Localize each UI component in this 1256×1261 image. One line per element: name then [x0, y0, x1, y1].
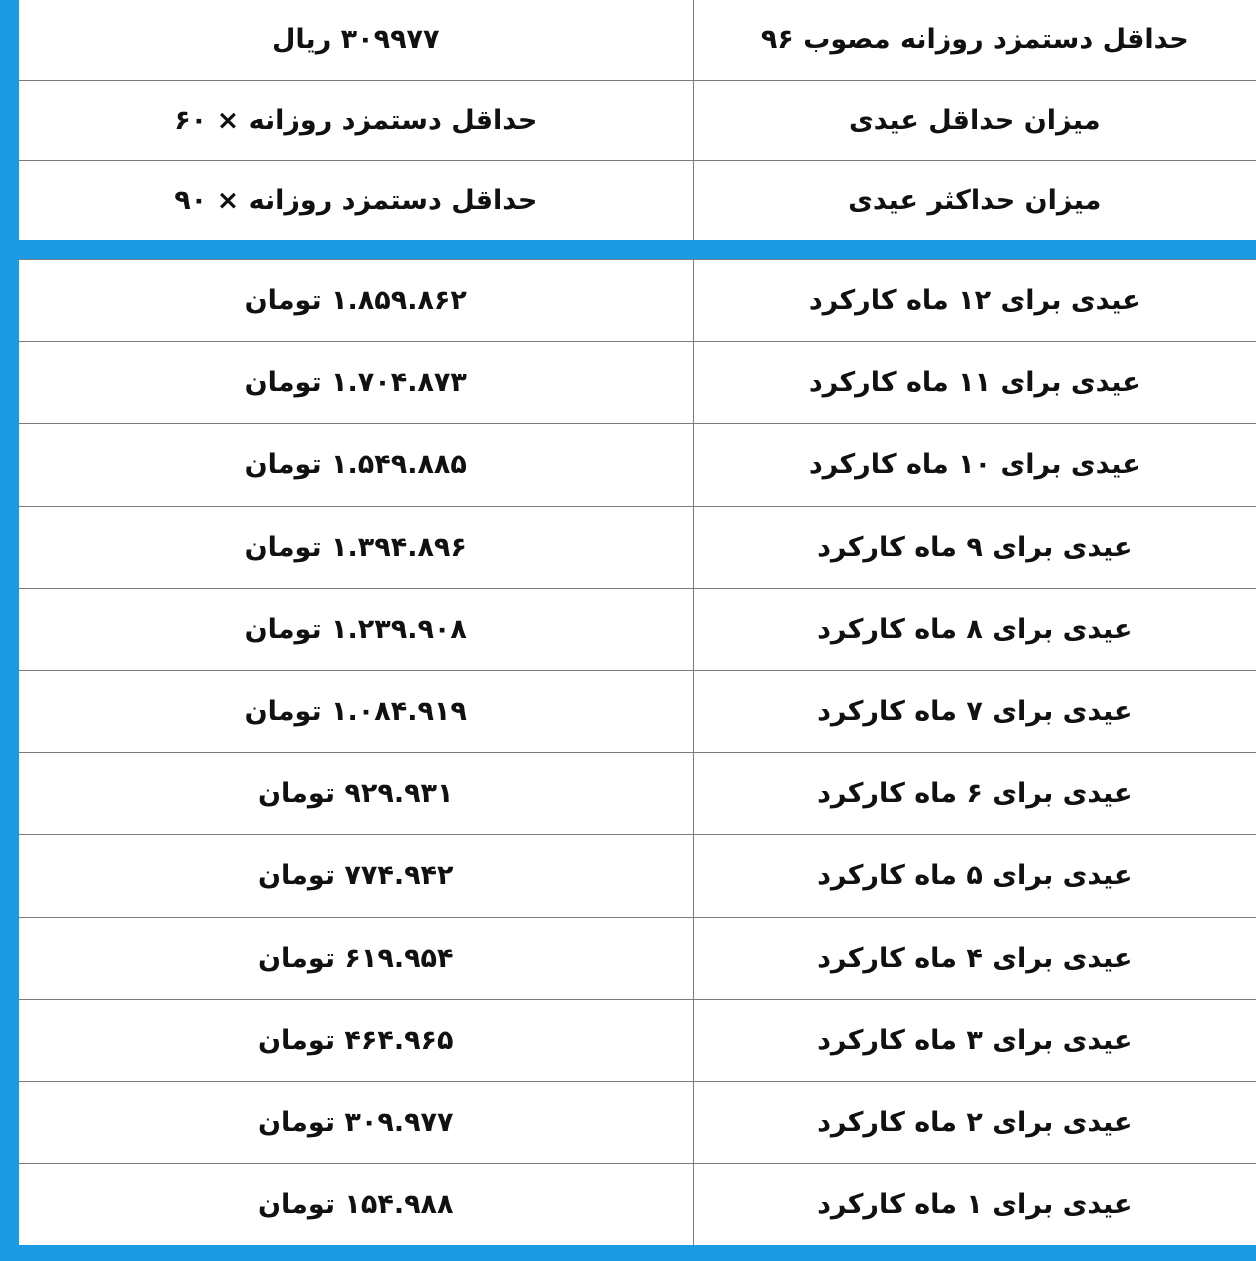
value-cell: [19, 917, 693, 999]
value-cell: [19, 80, 693, 160]
label-cell: [693, 506, 1256, 588]
value-cell: [19, 342, 693, 424]
value-cell: [19, 670, 693, 752]
label-text: عیدی برای ۶ ماه کارکرد: [817, 778, 1133, 810]
value-text: ۳۰۹.۹۷۷ تومان: [258, 1106, 454, 1138]
label-cell: [693, 999, 1256, 1081]
value-cell: [19, 999, 693, 1081]
label-text: عیدی برای ۸ ماه کارکرد: [817, 613, 1133, 645]
value-cell: [19, 835, 693, 917]
label-cell: [693, 1164, 1256, 1246]
value-cell: [19, 160, 693, 240]
value-text: ۱۵۴.۹۸۸ تومان: [258, 1189, 454, 1221]
label-text: عیدی برای ۷ ماه کارکرد: [817, 696, 1133, 728]
label-cell: [693, 835, 1256, 917]
label-cell: [693, 588, 1256, 670]
value-cell: [19, 0, 693, 80]
label-text: عیدی برای ۱ ماه کارکرد: [817, 1189, 1133, 1221]
value-text: حداقل دستمزد روزانه × ۶۰: [174, 104, 538, 136]
table-row: [19, 0, 1256, 80]
value-cell: [19, 1164, 693, 1246]
label-text: عیدی برای ۴ ماه کارکرد: [817, 942, 1133, 974]
frame-bottom-border: [0, 1245, 1256, 1261]
value-cell: [19, 424, 693, 506]
table-row: [19, 1081, 1256, 1163]
label-text: عیدی برای ۹ ماه کارکرد: [817, 531, 1133, 563]
label-cell: [693, 1081, 1256, 1163]
value-text: ۹۲۹.۹۳۱ تومان: [258, 778, 454, 810]
label-text: عیدی برای ۱۱ ماه کارکرد: [808, 367, 1141, 399]
table-row: [19, 80, 1256, 160]
table-row: [19, 670, 1256, 752]
table-row: [19, 424, 1256, 506]
label-cell: [693, 670, 1256, 752]
label-cell: [693, 260, 1256, 342]
value-text: ۴۶۴.۹۶۵ تومان: [258, 1024, 454, 1056]
table-row: [19, 160, 1256, 240]
frame-separator: [0, 240, 1256, 259]
table-row: [19, 342, 1256, 424]
value-cell: [19, 753, 693, 835]
value-cell: [19, 1081, 693, 1163]
value-text: ۷۷۴.۹۴۲ تومان: [258, 860, 454, 892]
label-text: عیدی برای ۲ ماه کارکرد: [817, 1106, 1133, 1138]
table-row: [19, 753, 1256, 835]
bonus-table: [19, 259, 1256, 1246]
value-text: ۱.۸۵۹.۸۶۲ تومان: [244, 285, 467, 317]
table-row: [19, 588, 1256, 670]
value-text: ۱.۰۸۴.۹۱۹ تومان: [244, 696, 467, 728]
label-text: عیدی برای ۳ ماه کارکرد: [817, 1024, 1133, 1056]
table-row: [19, 1164, 1256, 1246]
label-cell: [693, 753, 1256, 835]
label-cell: [693, 424, 1256, 506]
label-text: میزان حداکثر عیدی: [848, 184, 1102, 216]
table-row: [19, 506, 1256, 588]
label-cell: [693, 917, 1256, 999]
label-text: عیدی برای ۱۰ ماه کارکرد: [808, 449, 1141, 481]
value-text: حداقل دستمزد روزانه × ۹۰: [174, 184, 538, 216]
value-text: ۱.۵۴۹.۸۸۵ تومان: [244, 449, 467, 481]
label-cell: [693, 160, 1256, 240]
table-row: [19, 835, 1256, 917]
value-text: ۱.۳۹۴.۸۹۶ تومان: [244, 531, 467, 563]
label-text: عیدی برای ۱۲ ماه کارکرد: [808, 285, 1141, 317]
table-row: [19, 260, 1256, 342]
label-cell: [693, 342, 1256, 424]
label-text: میزان حداقل عیدی: [849, 104, 1101, 136]
summary-table: [19, 0, 1256, 240]
table-row: [19, 999, 1256, 1081]
value-text: ۱.۲۳۹.۹۰۸ تومان: [244, 613, 467, 645]
label-text: عیدی برای ۵ ماه کارکرد: [817, 860, 1133, 892]
value-text: ۱.۷۰۴.۸۷۳ تومان: [244, 367, 467, 399]
label-text: حداقل دستمزد روزانه مصوب ۹۶: [760, 24, 1189, 56]
value-text: ۳۰۹۹۷۷ ریال: [271, 24, 440, 56]
value-cell: [19, 588, 693, 670]
frame-left-border: [0, 0, 19, 1261]
label-cell: [693, 0, 1256, 80]
label-cell: [693, 80, 1256, 160]
value-cell: [19, 260, 693, 342]
value-text: ۶۱۹.۹۵۴ تومان: [258, 942, 454, 974]
table-row: [19, 917, 1256, 999]
value-cell: [19, 506, 693, 588]
